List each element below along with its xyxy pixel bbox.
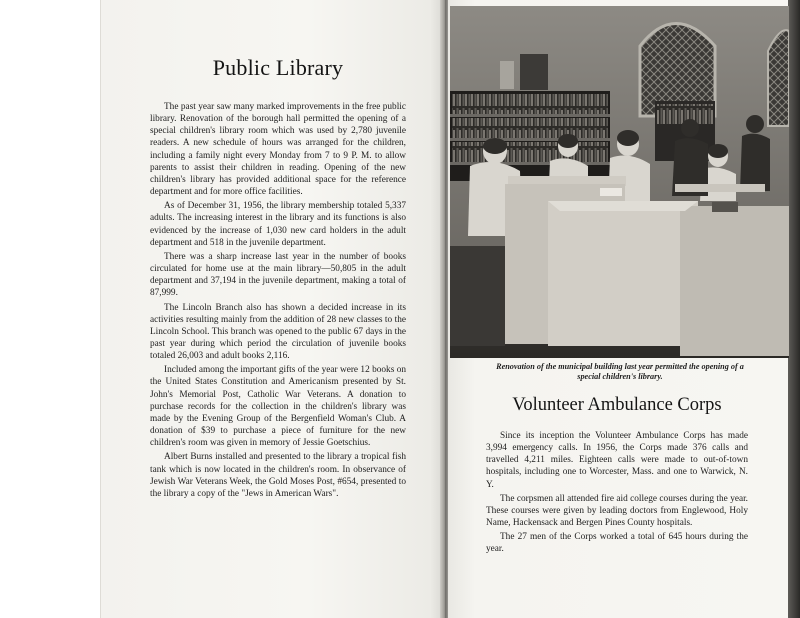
paragraph: There was a sharp increase last year in the number of books circulated for home use at the main library—50,805 in the adult department and 37,194 in the juvenile department, making a total of 87,999. bbox=[150, 251, 406, 299]
paragraph: The corpsmen all attended fire aid college courses during the year. These courses were given by leading doctors from Englewood, Holy Name, Hackensack and Bergen Pines County hospitals. bbox=[486, 493, 748, 529]
ambulance-body-text bbox=[486, 430, 748, 556]
paragraph: Since its inception the Volunteer Ambulance Corps has made 3,994 emergency calls. In 1956, the Corps made 376 calls and travelled 4,211 miles. Eighteen calls were made to out-of-town hospitals, including one to Worcester, Mass. and one to Warwick, N. Y. bbox=[486, 431, 748, 490]
page-title: Public Library bbox=[212, 55, 344, 80]
page-edge bbox=[788, 0, 800, 618]
paragraph: As of December 31, 1956, the library membership totaled 5,337 adults. The increasing interest in the library and its functions is also evidenced by the increase of 1,030 new card holders in the adult department and 518 in the juvenile department. bbox=[150, 201, 406, 248]
paragraph: The past year saw many marked improvements in the free public library. Renovation of the borough hall permitted the opening of a special children's library room which was used by 2,780 juvenile readers. A new schedule of hours was arranged for the children, including a family night every Monday from 7 to 9 P. M. to allow parents to assist their children in reading. Opening of the new children's library has provided additional space for the reference department and for more office facilities. bbox=[150, 102, 406, 198]
paragraph: Albert Burns installed and presented to the library a tropical fish tank which is now located in the children's room. In observance of Jewish War Veterans Week, the Gold Moses Post, #654, presented to the library a copy of the "Jews in American Wars". bbox=[150, 452, 406, 499]
ambulance-corps-section bbox=[486, 395, 748, 558]
children-library-photo-illustration bbox=[450, 6, 789, 358]
photo-caption: Renovation of the municipal building last year permitted the opening of a special children's library. bbox=[496, 362, 744, 381]
section-title: Volunteer Ambulance Corps bbox=[512, 395, 722, 415]
public-library-section bbox=[150, 55, 406, 502]
paragraph: The Lincoln Branch also has shown a decided increase in its activities resulting mainly from the addition of 28 new classes to the Lincoln School. This branch was opened to the public 67 days in the past year during which period the circulation of juvenile books totaled 26,003 and adult books 2,116. bbox=[150, 302, 406, 362]
library-photo bbox=[450, 6, 789, 358]
library-body-text bbox=[150, 101, 406, 500]
paragraph: Included among the important gifts of the year were 12 books on the United States Constitution and Americanism presented by St. John's Memorial Post, Catholic War Veterans. A donation to purchase records for the collection in the children's library was made by the Evening Group of the Bergenfield Woman's Club. A donation of $39 to purchase a piece of furniture for the new children's room was given in memory of Jessie Goetschius. bbox=[150, 365, 406, 449]
paragraph: The 27 men of the Corps worked a total of 645 hours during the year. bbox=[486, 532, 748, 555]
